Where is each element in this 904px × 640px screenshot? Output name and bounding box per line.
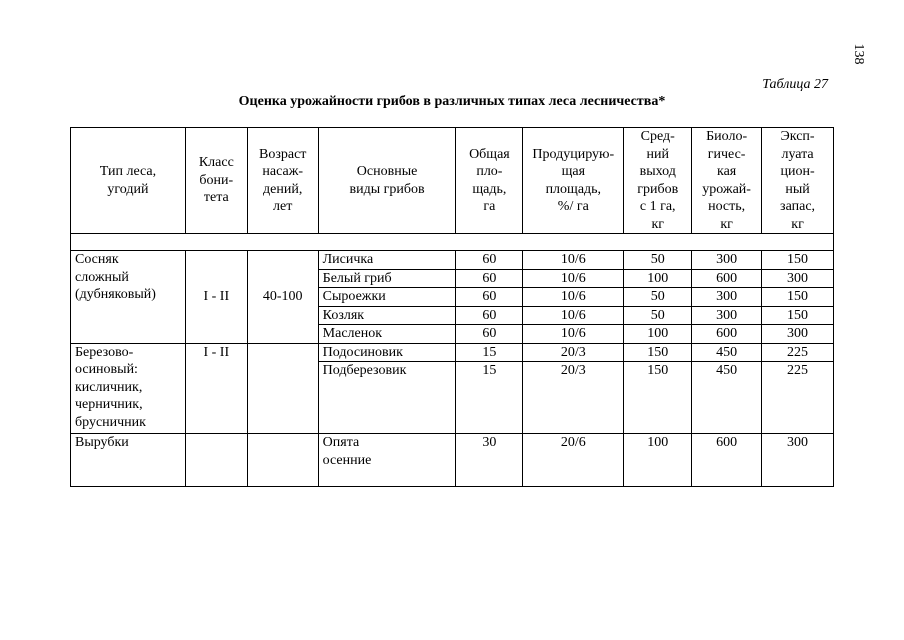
class-cell: I - II	[185, 251, 247, 344]
prod-cell: 20/3	[523, 362, 624, 434]
yield-cell: 50	[624, 251, 692, 270]
bio-cell: 600	[692, 434, 762, 487]
header-row	[71, 128, 834, 234]
header-biological-yield: Биоло- гичес- кая урожай- ность, кг	[692, 128, 762, 234]
bio-cell: 450	[692, 343, 762, 362]
header-total-area: Общая пло- щадь, га	[456, 128, 523, 234]
bio-cell: 300	[692, 251, 762, 270]
forest-type-cell: Березово- осиновый: кисличник, черничник, брусничник	[71, 343, 186, 434]
prod-cell: 10/6	[523, 251, 624, 270]
yield-cell: 150	[624, 343, 692, 362]
table-title: Оценка урожайности грибов в различных типах леса лесничества*	[238, 94, 666, 109]
header-productive-area: Продуцирую- щая площадь, %/ га	[523, 128, 624, 234]
bio-cell: 300	[692, 306, 762, 325]
header-class: Класс бони- тета	[185, 128, 247, 234]
forest-type-cell: Сосняк сложный (дубняковый)	[71, 251, 186, 344]
yield-cell: 100	[624, 269, 692, 288]
expl-cell: 225	[762, 343, 834, 362]
age-cell: 40-100	[247, 251, 318, 344]
area-cell: 15	[456, 362, 523, 434]
species-cell: Лисичка	[318, 251, 456, 270]
species-cell: Козляк	[318, 306, 456, 325]
area-cell: 60	[456, 251, 523, 270]
prod-cell: 20/6	[523, 434, 624, 487]
prod-cell: 10/6	[523, 269, 624, 288]
expl-cell: 150	[762, 251, 834, 270]
area-cell: 15	[456, 343, 523, 362]
header-age: Возраст насаж- дений, лет	[247, 128, 318, 234]
class-cell	[185, 434, 247, 487]
bio-cell: 450	[692, 362, 762, 434]
mushroom-yield-table	[70, 127, 834, 487]
class-cell: I - II	[185, 343, 247, 434]
bio-cell: 600	[692, 325, 762, 344]
area-cell: 60	[456, 288, 523, 307]
expl-cell: 300	[762, 434, 834, 487]
yield-cell: 150	[624, 362, 692, 434]
area-cell: 30	[456, 434, 523, 487]
prod-cell: 20/3	[523, 343, 624, 362]
header-species: Основные виды грибов	[318, 128, 456, 234]
expl-cell: 300	[762, 269, 834, 288]
expl-cell: 150	[762, 306, 834, 325]
yield-cell: 100	[624, 434, 692, 487]
area-cell: 60	[456, 306, 523, 325]
page-number: 138	[851, 43, 866, 65]
forest-type-cell: Вырубки	[71, 434, 186, 487]
table-row	[71, 343, 834, 362]
bio-cell: 300	[692, 288, 762, 307]
prod-cell: 10/6	[523, 288, 624, 307]
header-exploitable-stock: Эксп- луата цион- ный запас, кг	[762, 128, 834, 234]
yield-cell: 100	[624, 325, 692, 344]
species-cell: Опята осенние	[318, 434, 456, 487]
expl-cell: 225	[762, 362, 834, 434]
table-label: Таблица 27	[762, 77, 828, 92]
species-cell: Подберезовик	[318, 362, 456, 434]
age-cell	[247, 343, 318, 434]
prod-cell: 10/6	[523, 325, 624, 344]
species-cell: Белый гриб	[318, 269, 456, 288]
spacer-row	[71, 234, 834, 251]
prod-cell: 10/6	[523, 306, 624, 325]
age-cell	[247, 434, 318, 487]
species-cell: Подосиновик	[318, 343, 456, 362]
area-cell: 60	[456, 325, 523, 344]
species-cell: Сыроежки	[318, 288, 456, 307]
header-average-yield: Сред- ний выход грибов с 1 га, кг	[624, 128, 692, 234]
header-forest-type: Тип леса, угодий	[71, 128, 186, 234]
expl-cell: 300	[762, 325, 834, 344]
bio-cell: 600	[692, 269, 762, 288]
area-cell: 60	[456, 269, 523, 288]
expl-cell: 150	[762, 288, 834, 307]
table-row	[71, 434, 834, 487]
yield-cell: 50	[624, 306, 692, 325]
yield-cell: 50	[624, 288, 692, 307]
species-cell: Масленок	[318, 325, 456, 344]
table-row	[71, 251, 834, 270]
